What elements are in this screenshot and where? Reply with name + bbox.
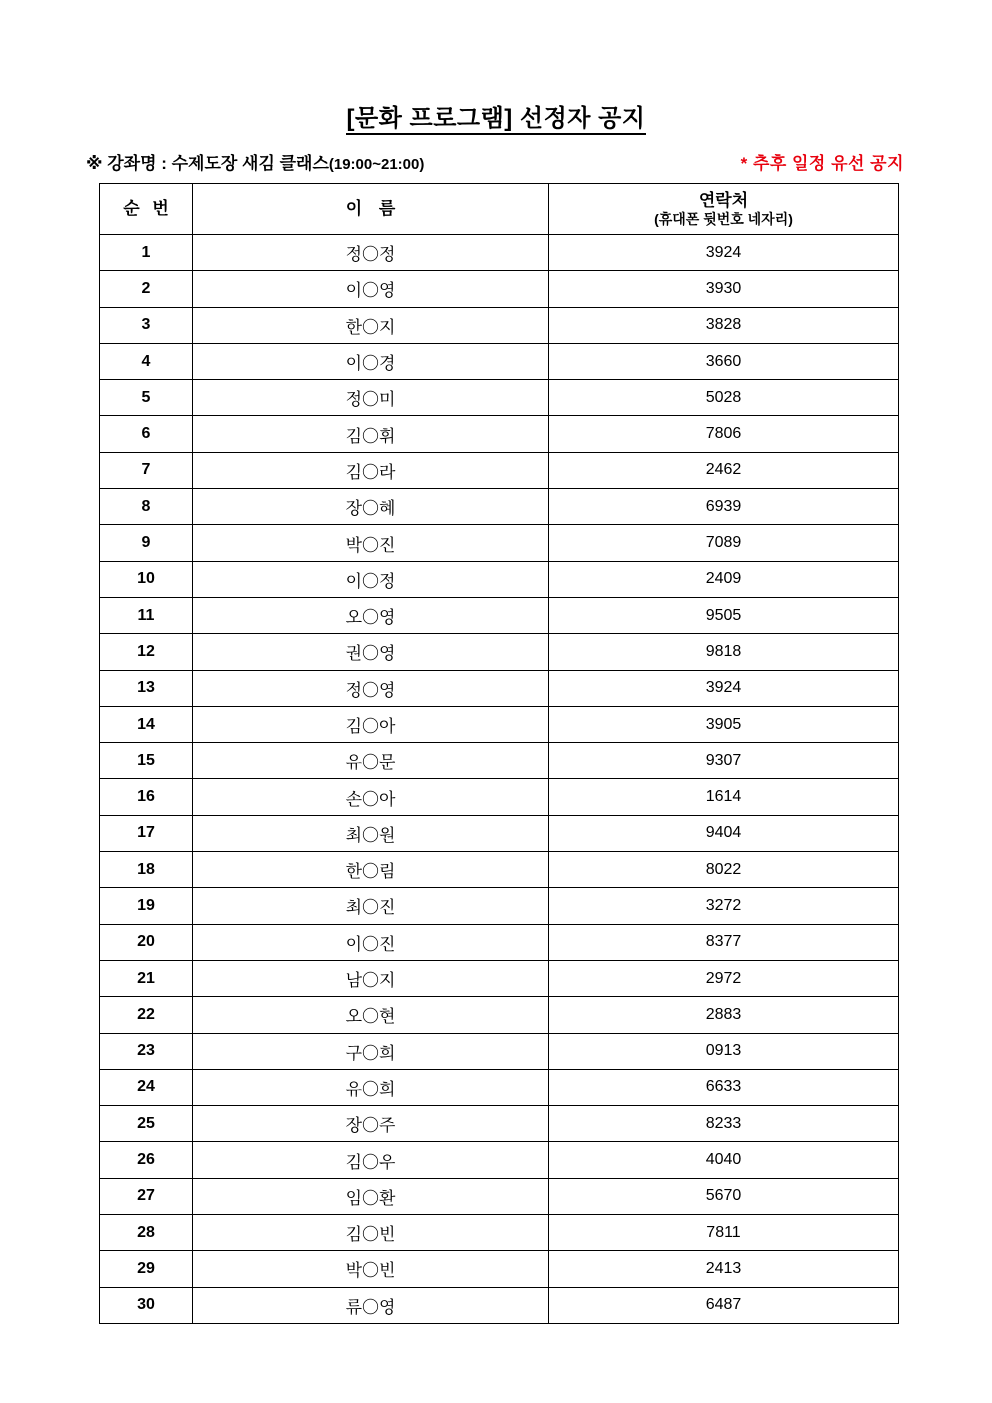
cell-phone: 3828 [549, 307, 899, 343]
cell-phone: 3660 [549, 343, 899, 379]
table-row [100, 997, 899, 1033]
cell-name: 이〇영 [193, 271, 549, 307]
table-row [100, 380, 899, 416]
cell-phone: 7806 [549, 416, 899, 452]
cell-no: 27 [100, 1178, 193, 1214]
table-row [100, 779, 899, 815]
cell-name: 박〇진 [193, 525, 549, 561]
cell-phone: 3924 [549, 235, 899, 271]
cell-phone: 8377 [549, 924, 899, 960]
cell-name: 남〇지 [193, 960, 549, 996]
cell-name: 한〇지 [193, 307, 549, 343]
table-row [100, 235, 899, 271]
table-row [100, 706, 899, 742]
table-row [100, 1178, 899, 1214]
cell-name: 정〇미 [193, 380, 549, 416]
cell-no: 9 [100, 525, 193, 561]
cell-phone: 9818 [549, 634, 899, 670]
cell-phone: 3924 [549, 670, 899, 706]
cell-name: 류〇영 [193, 1287, 549, 1323]
cell-no: 28 [100, 1215, 193, 1251]
cell-phone: 4040 [549, 1142, 899, 1178]
cell-no: 3 [100, 307, 193, 343]
cell-phone: 3905 [549, 706, 899, 742]
cell-phone: 9505 [549, 597, 899, 633]
cell-no: 21 [100, 960, 193, 996]
cell-no: 7 [100, 452, 193, 488]
table-row [100, 452, 899, 488]
cell-no: 16 [100, 779, 193, 815]
table-row [100, 416, 899, 452]
column-header-name: 이 름 [193, 184, 549, 235]
cell-name: 손〇아 [193, 779, 549, 815]
table-row [100, 743, 899, 779]
column-header-no: 순 번 [100, 184, 193, 235]
cell-name: 김〇빈 [193, 1215, 549, 1251]
cell-no: 10 [100, 561, 193, 597]
cell-no: 20 [100, 924, 193, 960]
table-row [100, 815, 899, 851]
table-row [100, 489, 899, 525]
table-row [100, 597, 899, 633]
cell-name: 정〇정 [193, 235, 549, 271]
cell-phone: 6939 [549, 489, 899, 525]
cell-name: 김〇우 [193, 1142, 549, 1178]
cell-phone: 2462 [549, 452, 899, 488]
cell-no: 2 [100, 271, 193, 307]
cell-phone: 2883 [549, 997, 899, 1033]
cell-name: 오〇현 [193, 997, 549, 1033]
cell-phone: 3272 [549, 888, 899, 924]
table-row [100, 271, 899, 307]
table-row [100, 852, 899, 888]
cell-phone: 7811 [549, 1215, 899, 1251]
cell-phone: 6633 [549, 1069, 899, 1105]
cell-no: 30 [100, 1287, 193, 1323]
table-row [100, 634, 899, 670]
cell-no: 22 [100, 997, 193, 1033]
cell-phone: 9404 [549, 815, 899, 851]
cell-no: 4 [100, 343, 193, 379]
cell-name: 임〇환 [193, 1178, 549, 1214]
cell-name: 장〇주 [193, 1106, 549, 1142]
table-row [100, 1106, 899, 1142]
table-row [100, 561, 899, 597]
cell-name: 이〇경 [193, 343, 549, 379]
cell-no: 17 [100, 815, 193, 851]
table-row [100, 1287, 899, 1323]
table-header [100, 184, 899, 235]
cell-no: 8 [100, 489, 193, 525]
cell-phone: 2972 [549, 960, 899, 996]
cell-name: 최〇진 [193, 888, 549, 924]
cell-phone: 5670 [549, 1178, 899, 1214]
cell-name: 장〇혜 [193, 489, 549, 525]
table-row [100, 670, 899, 706]
table-row [100, 343, 899, 379]
cell-phone: 2413 [549, 1251, 899, 1287]
course-time: (19:00~21:00) [328, 156, 425, 173]
cell-no: 6 [100, 416, 193, 452]
table-row [100, 1215, 899, 1251]
course-name-label: ※ 강좌명 : 수제도장 새김 클래스 [86, 154, 329, 173]
cell-name: 권〇영 [193, 634, 549, 670]
table-row [100, 888, 899, 924]
table-row [100, 960, 899, 996]
cell-no: 5 [100, 380, 193, 416]
cell-no: 29 [100, 1251, 193, 1287]
cell-name: 정〇영 [193, 670, 549, 706]
cell-no: 18 [100, 852, 193, 888]
table-row [100, 307, 899, 343]
table-body [100, 235, 899, 1324]
cell-no: 11 [100, 597, 193, 633]
table-row [100, 1142, 899, 1178]
cell-name: 구〇희 [193, 1033, 549, 1069]
cell-name: 유〇문 [193, 743, 549, 779]
cell-phone: 5028 [549, 380, 899, 416]
cell-name: 이〇정 [193, 561, 549, 597]
cell-phone: 8022 [549, 852, 899, 888]
cell-phone: 8233 [549, 1106, 899, 1142]
cell-no: 26 [100, 1142, 193, 1178]
cell-no: 12 [100, 634, 193, 670]
cell-name: 한〇림 [193, 852, 549, 888]
cell-name: 이〇진 [193, 924, 549, 960]
cell-no: 19 [100, 888, 193, 924]
cell-name: 최〇원 [193, 815, 549, 851]
cell-name: 김〇라 [193, 452, 549, 488]
cell-name: 김〇아 [193, 706, 549, 742]
cell-no: 23 [100, 1033, 193, 1069]
column-header-phone-main: 연락처 [698, 190, 749, 210]
column-header-phone [549, 184, 899, 235]
cell-no: 15 [100, 743, 193, 779]
cell-phone: 6487 [549, 1287, 899, 1323]
table-row [100, 525, 899, 561]
column-header-phone-sub: (휴대폰 뒷번호 네자리) [654, 211, 793, 228]
cell-name: 박〇빈 [193, 1251, 549, 1287]
table-header-row [100, 184, 899, 235]
cell-phone: 3930 [549, 271, 899, 307]
cell-name: 김〇휘 [193, 416, 549, 452]
course-name-line [86, 152, 424, 177]
table-row [100, 1033, 899, 1069]
cell-phone: 9307 [549, 743, 899, 779]
cell-phone: 7089 [549, 525, 899, 561]
cell-no: 1 [100, 235, 193, 271]
table-row [100, 1069, 899, 1105]
subtitle-row [86, 152, 906, 178]
cell-no: 25 [100, 1106, 193, 1142]
page-title-text: [문화 프로그램] 선정자 공지 [346, 106, 645, 135]
cell-phone: 1614 [549, 779, 899, 815]
page-title [0, 106, 992, 135]
cell-name: 오〇영 [193, 597, 549, 633]
cell-name: 유〇희 [193, 1069, 549, 1105]
cell-phone: 2409 [549, 561, 899, 597]
cell-phone: 0913 [549, 1033, 899, 1069]
cell-no: 13 [100, 670, 193, 706]
cell-no: 24 [100, 1069, 193, 1105]
table-row [100, 924, 899, 960]
selected-participants-table [99, 183, 899, 1324]
schedule-notice: * 추후 일정 유선 공지 [740, 154, 904, 173]
cell-no: 14 [100, 706, 193, 742]
table-row [100, 1251, 899, 1287]
